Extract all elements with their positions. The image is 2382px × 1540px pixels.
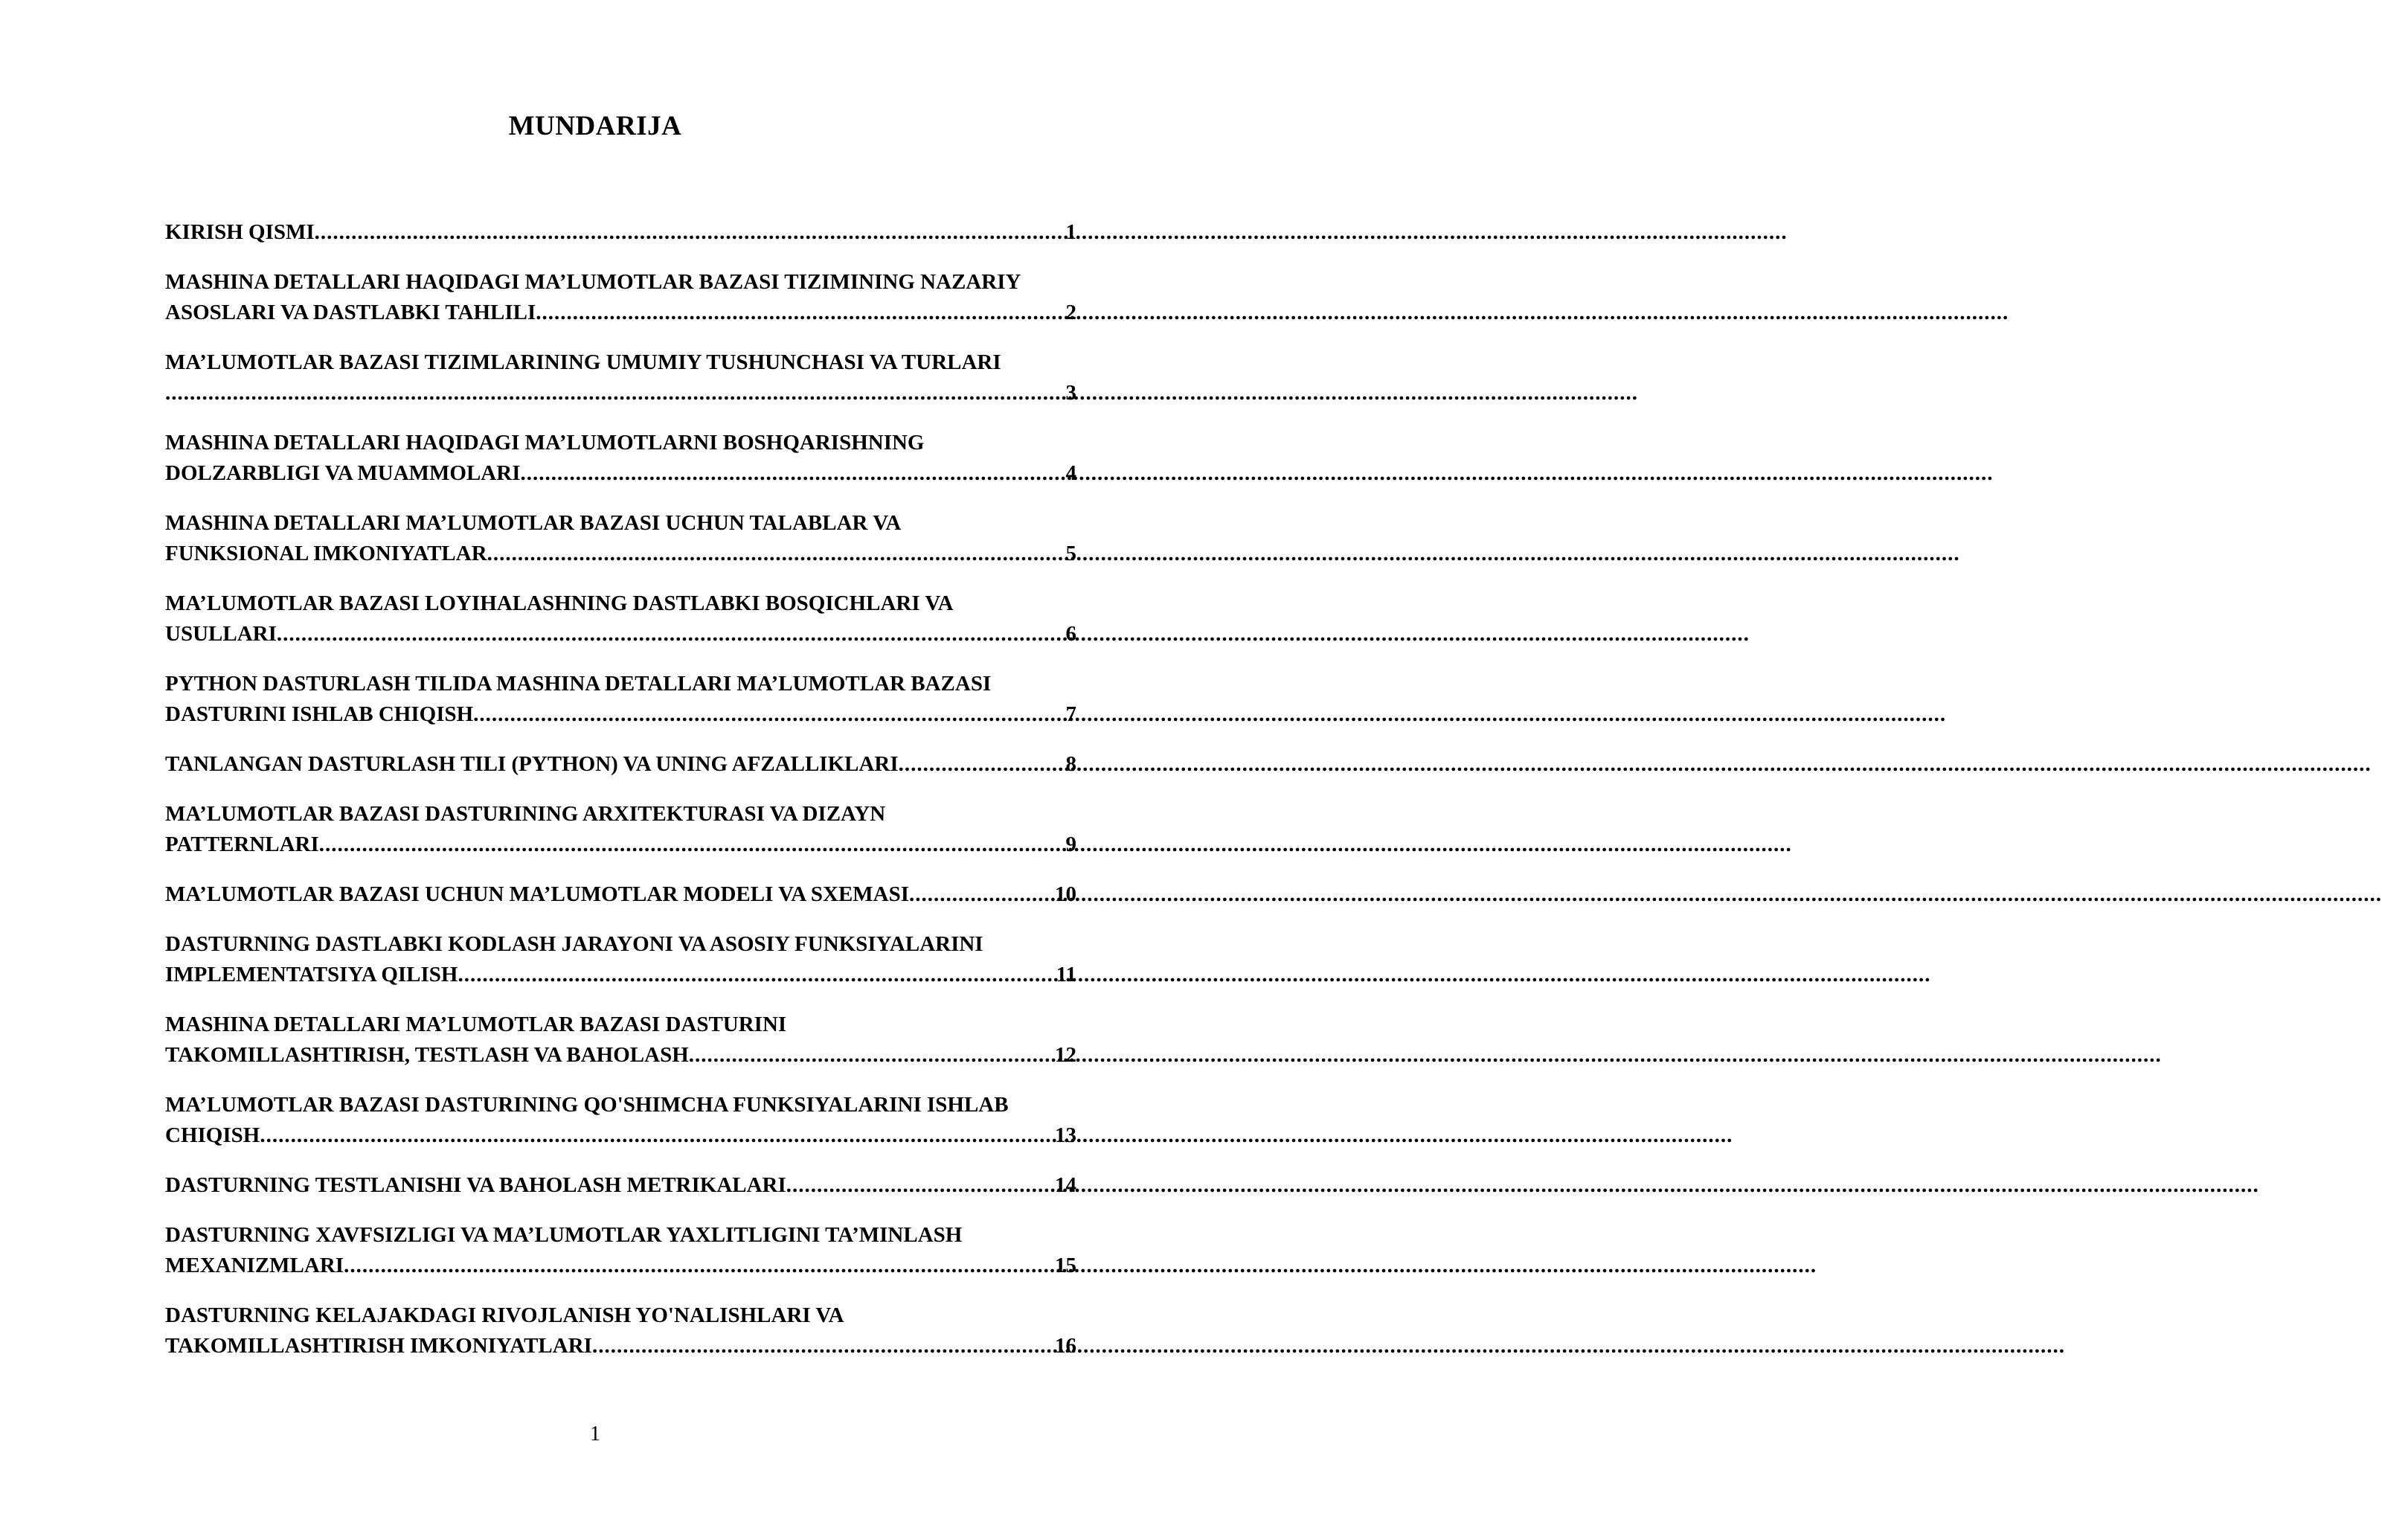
toc-entry-line [165,960,1076,990]
dot-leader [689,1040,1053,1071]
toc-entry[interactable] [165,749,1076,780]
dot-leader [315,217,1065,248]
page-number: 1 [590,1422,600,1446]
toc-entry[interactable] [165,1090,1076,1151]
toc-entry-title: MA’LUMOTLAR BAZASI UCHUN MA’LUMOTLAR MODELI VA SXEMASI [165,882,910,906]
toc-entry-line [165,298,1076,328]
toc-entry-first-line: MA’LUMOTLAR BAZASI LOYIHALASHNING DASTLABKI BOSQICHLARI VA [165,591,954,615]
toc-entry-title: MEXANIZMLARI [165,1254,344,1277]
toc-entry-page-number: 14 [1055,1173,1076,1197]
document-page [0,0,1190,1540]
toc-entry[interactable] [165,1010,1076,1071]
toc-entry-title: TAKOMILLASHTIRISH IMKONIYATLARI [165,1334,592,1358]
toc-entry[interactable] [165,929,1076,990]
dot-leader [277,619,1065,649]
toc-entry-page-number: 7 [1065,702,1076,726]
toc-entry-line [165,217,1076,248]
toc-entry-page-number: 11 [1056,963,1076,986]
toc-entry[interactable] [165,879,1076,910]
toc-entry-first-line: MASHINA DETALLARI HAQIDAGI MA’LUMOTLARNI BOSHQARISHNING [165,431,925,455]
toc-entry-title: PATTERNLARI [165,832,319,856]
toc-entry[interactable] [165,799,1076,860]
toc-entry-page-number: 16 [1055,1334,1076,1358]
toc-entry-first-line: MA’LUMOTLAR BAZASI DASTURINING QO'SHIMCHA FUNKSIYALARINI ISHLAB [165,1093,1009,1117]
toc-entry[interactable] [165,1300,1076,1361]
dot-leader [319,830,1065,860]
toc-entry-first-line: PYTHON DASTURLASH TILIDA MASHINA DETALLARI MA’LUMOTLAR BAZASI [165,672,992,696]
toc-entry-page-number: 9 [1065,832,1076,856]
toc-entry-title: TAKOMILLASHTIRISH, TESTLASH VA BAHOLASH [165,1043,689,1067]
dot-leader [786,1170,1053,1201]
toc-entry-title: ASOSLARI VA DASTLABKI TAHLILI [165,301,536,324]
toc-entry-first-line: DASTURNING KELAJAKDAGI RIVOJLANISH YO'NALISHLARI VA [165,1303,844,1327]
toc-entry-title: USULLARI [165,622,277,646]
toc-entry-title: DOLZARBLIGI VA MUAMMOLARI [165,461,521,485]
toc-entry-line [165,830,1076,860]
dot-leader [487,539,1065,569]
toc-entry-page-number: 6 [1065,622,1076,646]
toc-entry-title: IMPLEMENTATSIYA QILISH [165,963,458,986]
dot-leader [458,960,1054,990]
toc-entry-page-number: 12 [1055,1043,1076,1067]
toc-entry-line [165,879,1076,910]
toc-entry-page-number: 15 [1055,1254,1076,1277]
toc-entry-first-line: DASTURNING DASTLABKI KODLASH JARAYONI VA ASOSIY FUNKSIYALARINI [165,932,983,956]
toc-entry-line [165,1331,1076,1361]
toc-entry[interactable] [165,588,1076,649]
toc-entry-first-line: DASTURNING XAVFSIZLIGI VA MA’LUMOTLAR YAXLITLIGINI TA’MINLASH [165,1223,963,1247]
toc-entry[interactable] [165,267,1076,328]
toc-entry-line [165,699,1076,730]
toc-entry-line [165,539,1076,569]
toc-entry-page-number: 8 [1065,752,1076,776]
dot-leader [344,1251,1053,1281]
toc-entry[interactable] [165,347,1076,408]
toc-entry[interactable] [165,669,1076,730]
toc-entry-first-line: MASHINA DETALLARI MA’LUMOTLAR BAZASI DASTURINI [165,1013,787,1036]
dot-leader [473,699,1064,730]
toc-entry-first-line: MA’LUMOTLAR BAZASI DASTURINING ARXITEKTURASI VA DIZAYN [165,802,886,826]
toc-entry-title: CHIQISH [165,1123,260,1147]
toc-entry[interactable] [165,217,1076,248]
toc-entry[interactable] [165,1170,1076,1201]
toc-entry-title: TANLANGAN DASTURLASH TILI (PYTHON) VA UNING AFZALLIKLARI [165,752,899,776]
toc-entry-line [165,458,1076,489]
toc-entry-title: DASTURINI ISHLAB CHIQISH [165,702,474,726]
toc-entry-line [165,1170,1076,1201]
dot-leader [260,1120,1053,1151]
toc-entry-line [165,1120,1076,1151]
dot-leader [165,378,1065,408]
toc-entry-page-number: 4 [1065,461,1076,485]
toc-entry-title: DASTURNING TESTLANISHI VA BAHOLASH METRIKALARI [165,1173,786,1197]
toc-entry-page-number: 13 [1055,1123,1076,1147]
toc-entry-line [165,1040,1076,1071]
dot-leader [909,879,1053,910]
dot-leader [592,1331,1053,1361]
page-title: MUNDARIJA [508,111,682,141]
toc-entry-first-line: MASHINA DETALLARI MA’LUMOTLAR BAZASI UCHUN TALABLAR VA [165,511,902,535]
dot-leader [899,749,1065,780]
toc-entry-line [165,1251,1076,1281]
toc-entry-title: KIRISH QISMI [165,220,315,244]
toc-entry-line [165,749,1076,780]
dot-leader [536,298,1064,328]
table-of-contents [165,217,1076,1381]
toc-entry-page-number: 3 [1065,381,1076,405]
toc-entry-page-number: 2 [1065,301,1076,324]
toc-entry[interactable] [165,1220,1076,1281]
toc-entry[interactable] [165,508,1076,569]
toc-entry[interactable] [165,428,1076,489]
toc-entry-page-number: 1 [1065,220,1076,244]
toc-entry-first-line: MASHINA DETALLARI HAQIDAGI MA’LUMOTLAR BAZASI TIZIMINING NAZARIY [165,270,1021,294]
toc-entry-page-number: 5 [1065,542,1076,565]
toc-entry-first-line: MA’LUMOTLAR BAZASI TIZIMLARINING UMUMIY TUSHUNCHASI VA TURLARI [165,350,1001,374]
dot-leader [520,458,1064,489]
toc-entry-line [165,619,1076,649]
toc-entry-title: FUNKSIONAL IMKONIYATLAR [165,542,487,565]
toc-entry-line [165,378,1076,408]
toc-entry-page-number: 10 [1055,882,1076,906]
